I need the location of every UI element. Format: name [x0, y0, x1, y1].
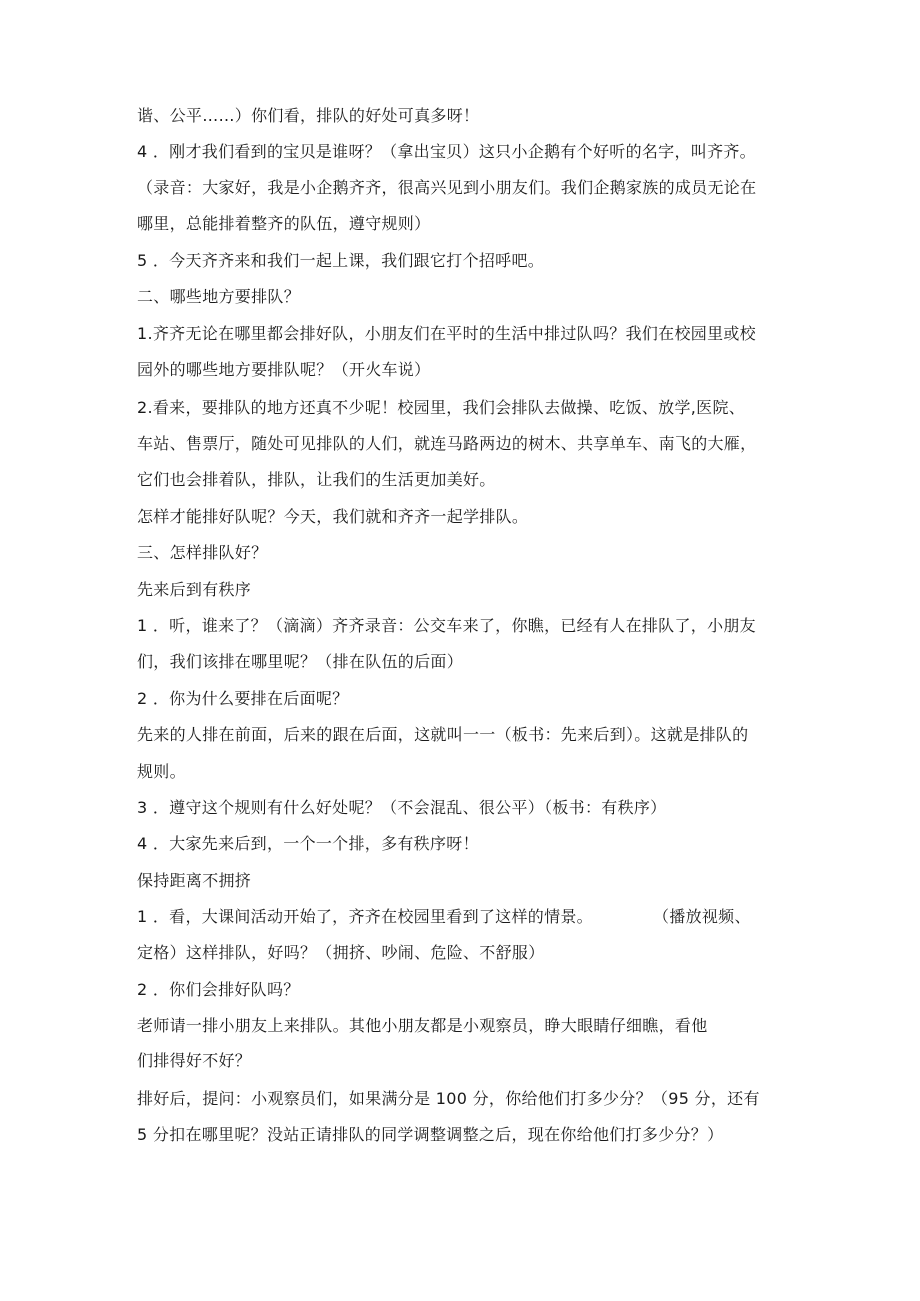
- text-segment: （播放视频、: [652, 907, 751, 926]
- text-line: 园外的哪些地方要排队呢？（开火车说）: [137, 360, 431, 379]
- text-line: 哪里，总能排着整齐的队伍，遵守规则）: [137, 214, 431, 233]
- text-line: 老师请一排小朋友上来排队。其他小朋友都是小观察员，睁大眼睛仔细瞧，看他: [137, 1016, 708, 1035]
- text-line: 2 ．你为什么要排在后面呢？: [137, 689, 349, 708]
- text-line: 定格）这样排队，好吗？（拥挤、吵闹、危险、不舒服）: [137, 943, 545, 962]
- text-line: 们排得好不好？: [137, 1051, 252, 1070]
- text-line: 谐、公平……）你们看，排队的好处可真多呀！: [137, 106, 480, 125]
- text-line: 排好后，提问：小观察员们，如果满分是 100 分，你给他们打多少分？（95 分，还有: [137, 1089, 760, 1108]
- text-line: 4 ．大家先来后到，一个一个排，多有秩序呀！: [137, 834, 479, 853]
- section-heading: 三、怎样排队好？: [137, 543, 268, 562]
- text-line: 规则。: [137, 762, 186, 781]
- text-line: 们，我们该排在哪里呢？（排在队伍的后面）: [137, 652, 464, 671]
- subheading: 保持距离不拥挤: [137, 871, 252, 890]
- text-line: 5 ．今天齐齐来和我们一起上课，我们跟它打个招呼吧。: [137, 251, 545, 270]
- text-line: 5 分扣在哪里呢？没站正请排队的同学调整调整之后，现在你给他们打多少分？）: [137, 1125, 724, 1144]
- text-line: 它们也会排着队，排队，让我们的生活更加美好。: [137, 470, 496, 489]
- text-line: 先来的人排在前面，后来的跟在后面，这就叫一一（板书：先来后到）。这就是排队的: [137, 725, 749, 744]
- text-line: 怎样才能排好队呢？今天，我们就和齐齐一起学排队。: [137, 507, 529, 526]
- text-line: 1.齐齐无论在哪里都会排好队，小朋友们在平时的生活中排过队吗？我们在校园里或校: [137, 324, 756, 343]
- section-heading: 二、哪些地方要排队？: [137, 287, 301, 306]
- text-segment: 1 ．看，大课间活动开始了，齐齐在校园里看到了这样的情景。: [137, 907, 593, 926]
- text-line: [137, 906, 751, 928]
- text-line: 2 ．你们会排好队吗？: [137, 980, 300, 999]
- text-line: 1 ．听，谁来了？（滴滴）齐齐录音：公交车来了，你瞧，已经有人在排队了，小朋友: [137, 616, 756, 635]
- text-line: 2.看来，要排队的地方还真不少呢！校园里，我们会排队去做操、吃饭、放学,医院、: [137, 398, 746, 417]
- text-line: （录音：大家好，我是小企鹅齐齐，很高兴见到小朋友们。我们企鹅家族的成员无论在: [137, 178, 757, 197]
- text-line: 3 ．遵守这个规则有什么好处呢？（不会混乱、很公平）（板书：有秩序）: [137, 798, 667, 817]
- text-line: 4 ．刚才我们看到的宝贝是谁呀？（拿出宝贝）这只小企鹅有个好听的名字，叫齐齐。: [137, 142, 756, 161]
- subheading: 先来后到有秩序: [137, 580, 252, 599]
- text-line: 车站、售票厅，随处可见排队的人们，就连马路两边的树木、共享单车、南飞的大雁，: [137, 434, 757, 453]
